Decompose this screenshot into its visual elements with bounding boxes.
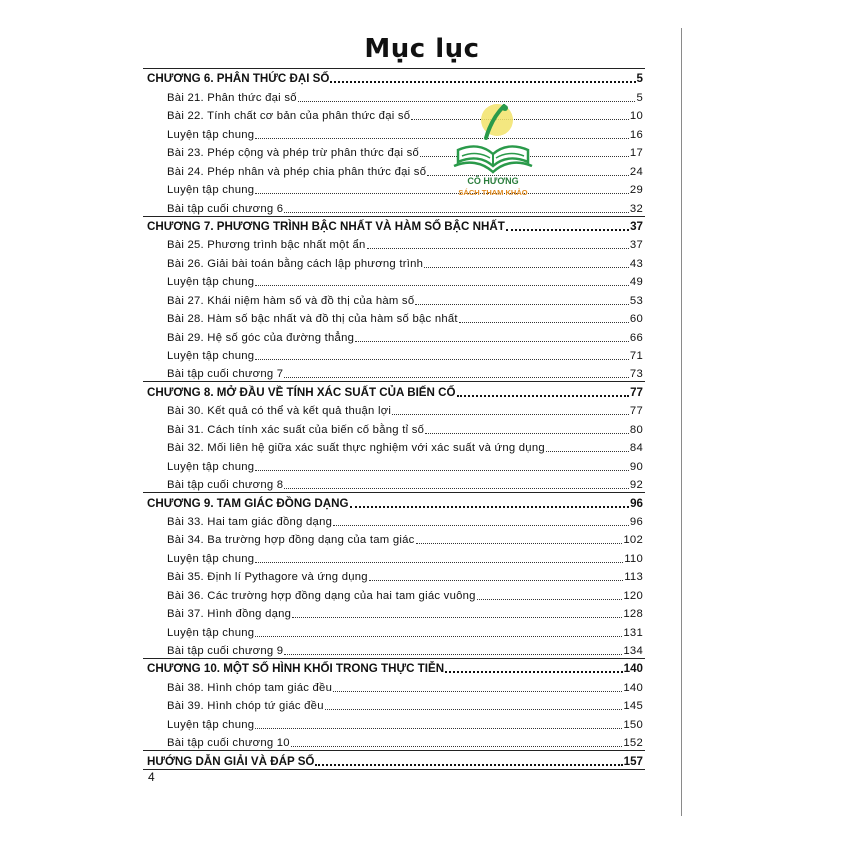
toc-page-number: 134: [623, 645, 643, 657]
toc-chapter-row: [143, 68, 645, 86]
watermark-text-secondary: SÁCH THAM KHẢO: [458, 188, 528, 197]
toc-page-number: 29: [629, 184, 643, 197]
toc-entry-label: Bài 24. Phép nhân và phép chia phân thức đại số: [167, 165, 427, 178]
toc-page-number: 90: [629, 460, 643, 473]
toc-entry-row: [143, 474, 645, 492]
toc-entry-label: Luyện tập chung: [167, 276, 255, 289]
dot-leader: [546, 450, 629, 452]
toc-chapter-row: [143, 658, 645, 676]
watermark-logo: [452, 100, 534, 208]
toc-page-number: 16: [629, 128, 643, 141]
toc-page-number: 145: [623, 700, 643, 713]
toc-page-number: 120: [623, 589, 643, 602]
dot-leader: [325, 708, 623, 710]
toc-entry-row: [143, 326, 645, 344]
toc-page-number: 150: [623, 718, 643, 731]
toc-entry-row: [143, 676, 645, 694]
book-logo-icon: [452, 100, 534, 176]
dot-leader: [506, 228, 629, 231]
toc-page-number: 96: [629, 515, 643, 528]
dot-leader: [255, 284, 629, 286]
toc-entry-label: Bài 31. Cách tính xác suất của biến cố bằng tỉ số: [167, 423, 425, 436]
toc-entry-label: HƯỚNG DẪN GIẢI VÀ ĐÁP SỐ: [147, 754, 315, 768]
toc-page-number: 131: [623, 626, 643, 639]
toc-page-number: 73: [629, 368, 643, 381]
dot-leader: [333, 524, 629, 526]
dot-leader: [457, 394, 630, 397]
toc-entry-row: [143, 142, 645, 160]
toc-entry-row: [143, 105, 645, 123]
toc-entry-row: [143, 271, 645, 289]
toc-page-number: 96: [630, 496, 643, 510]
toc-entry-row: [143, 160, 645, 178]
page-title: Mục lục: [364, 34, 480, 64]
toc-entry-label: CHƯƠNG 9. TAM GIÁC ĐỒNG DẠNG: [147, 496, 349, 510]
toc-entry-row: [143, 437, 645, 455]
toc-page-number: 71: [629, 350, 643, 362]
toc-page-number: 152: [623, 737, 643, 750]
toc-page-number: 10: [629, 110, 643, 123]
toc-entry-label: CHƯƠNG 10. MỘT SỐ HÌNH KHỐI TRONG THỰC TIỄN: [147, 662, 445, 676]
dot-leader: [255, 358, 629, 360]
toc-entry-label: Bài tập cuối chương 6: [167, 202, 284, 215]
toc-entry-row: [143, 713, 645, 731]
toc-page-number: 92: [629, 479, 643, 492]
dot-leader: [477, 598, 623, 600]
dot-leader: [369, 579, 623, 581]
toc-entry-row: [143, 584, 645, 602]
dot-leader: [255, 635, 622, 637]
toc-entry-label: Bài 37. Hình đồng dạng: [167, 608, 292, 621]
dot-leader: [255, 561, 623, 563]
toc-entry-label: Luyện tập chung: [167, 350, 255, 362]
page-edge-line: [681, 28, 682, 816]
toc-entry-label: Bài 39. Hình chóp tứ giác đều: [167, 700, 324, 713]
toc-entry-row: [143, 529, 645, 547]
toc-entry-label: CHƯƠNG 6. PHÂN THỨC ĐẠI SỐ: [147, 72, 330, 86]
toc-entry-row: [143, 363, 645, 381]
toc-entry-label: Bài 33. Hai tam giác đồng dạng: [167, 515, 333, 528]
toc-entry-label: Bài 28. Hàm số bậc nhất và đồ thị của hàm số bậc nhất: [167, 313, 458, 326]
toc-entry-row: [143, 695, 645, 713]
toc-page-number: 49: [629, 276, 643, 289]
toc-entry-row: [143, 603, 645, 621]
toc-entry-label: Bài 21. Phân thức đại số: [167, 91, 297, 104]
toc-page-number: 77: [629, 405, 643, 418]
dot-leader: [425, 432, 629, 434]
toc-page-number: 5: [636, 91, 643, 104]
dot-leader: [284, 653, 622, 655]
toc-page-number: 80: [629, 423, 643, 436]
toc-entry-row: [143, 86, 645, 104]
toc-entry-label: Bài 25. Phương trình bậc nhất một ẩn: [167, 239, 366, 252]
toc-entry-label: Bài tập cuối chương 10: [167, 737, 290, 750]
toc-page-number: 102: [623, 534, 643, 547]
table-of-contents: [143, 68, 645, 770]
dot-leader: [292, 616, 622, 618]
toc-entry-row: [143, 197, 645, 215]
dot-leader: [255, 137, 629, 139]
dot-leader: [284, 376, 629, 378]
toc-entry-label: Bài 26. Giải bài toán bằng cách lập phương trình: [167, 257, 424, 270]
dot-leader: [392, 413, 629, 415]
toc-page-number: 66: [629, 331, 643, 344]
toc-page-number: 17: [629, 147, 643, 160]
toc-entry-row: [143, 640, 645, 658]
toc-page-number: 37: [630, 219, 643, 233]
toc-entry-row: [143, 289, 645, 307]
toc-chapter-row: [143, 216, 645, 234]
dot-leader: [255, 192, 629, 194]
toc-entry-label: Bài 22. Tính chất cơ bản của phân thức đại số: [167, 110, 411, 123]
page-number: 4: [148, 770, 155, 784]
toc-page-number: 84: [629, 442, 643, 455]
dot-leader: [367, 247, 629, 249]
toc-entry-row: [143, 621, 645, 639]
toc-entry-label: Bài 35. Định lí Pythagore và ứng dụng: [167, 571, 368, 584]
dot-leader: [284, 487, 629, 489]
dot-leader: [291, 745, 623, 747]
dot-leader: [255, 727, 622, 729]
toc-page-number: 140: [623, 681, 643, 694]
toc-entry-row: [143, 179, 645, 197]
toc-entry-label: Bài 30. Kết quả có thể và kết quả thuận lợi: [167, 405, 392, 418]
toc-entry-label: Bài 29. Hệ số góc của đường thẳng: [167, 331, 355, 344]
dot-leader: [416, 542, 623, 544]
dot-leader: [330, 80, 635, 83]
toc-entry-label: Bài tập cuối chương 7: [167, 368, 284, 381]
dot-leader: [424, 266, 629, 268]
toc-entry-row: [143, 234, 645, 252]
toc-entry-row: [143, 308, 645, 326]
toc-entry-row: [143, 400, 645, 418]
toc-page-number: 60: [629, 313, 643, 326]
toc-entry-label: CHƯƠNG 7. PHƯƠNG TRÌNH BẬC NHẤT VÀ HÀM SỐ BẬC NHẤT: [147, 219, 505, 233]
toc-entry-row: [143, 566, 645, 584]
toc-entry-label: Bài tập cuối chương 9: [167, 645, 284, 657]
dot-leader: [415, 303, 629, 305]
toc-entry-row: [143, 547, 645, 565]
toc-entry-row: [143, 455, 645, 473]
toc-page-number: 110: [624, 552, 643, 565]
toc-entry-label: Bài 32. Mối liên hệ giữa xác suất thực nghiệm với xác suất và ứng dụng: [167, 442, 545, 455]
watermark-text-primary: CÔ HƯƠNG: [467, 176, 519, 186]
toc-page-number: 128: [623, 608, 643, 621]
toc-entry-label: CHƯƠNG 8. MỞ ĐẦU VỀ TÍNH XÁC SUẤT CỦA BIẾN CỐ: [147, 385, 456, 399]
dot-leader: [445, 670, 623, 673]
toc-entry-label: Luyện tập chung: [167, 718, 255, 731]
toc-page-number: 157: [623, 754, 643, 768]
toc-entry-label: Luyện tập chung: [167, 626, 255, 639]
toc-entry-row: [143, 345, 645, 363]
toc-page-number: 113: [624, 571, 643, 584]
toc-entry-row: [143, 123, 645, 141]
dot-leader: [284, 211, 629, 213]
toc-entry-row: [143, 732, 645, 750]
toc-page-number: 77: [630, 385, 643, 399]
toc-entry-label: Bài 38. Hình chóp tam giác đều: [167, 681, 333, 694]
toc-entry-label: Luyện tập chung: [167, 128, 255, 141]
toc-chapter-row: [143, 381, 645, 399]
dot-leader: [333, 690, 622, 692]
dot-leader: [350, 505, 630, 508]
toc-page-number: 37: [629, 239, 643, 252]
toc-entry-row: [143, 418, 645, 436]
toc-entry-label: Bài 23. Phép cộng và phép trừ phân thức đại số: [167, 147, 420, 160]
dot-leader: [355, 340, 629, 342]
dot-leader: [255, 469, 629, 471]
toc-entry-label: Luyện tập chung: [167, 552, 255, 565]
toc-chapter-row: [143, 750, 645, 768]
toc-entry-label: Bài tập cuối chương 8: [167, 479, 284, 492]
toc-page-number: 32: [629, 202, 643, 215]
dot-leader: [315, 763, 622, 766]
toc-chapter-row: [143, 492, 645, 510]
dot-leader: [459, 321, 629, 323]
toc-page-number: 24: [629, 165, 643, 178]
toc-entry-row: [143, 252, 645, 270]
toc-entry-label: Bài 27. Khái niệm hàm số và đồ thị của hàm số: [167, 294, 415, 307]
toc-entry-label: Luyện tập chung: [167, 460, 255, 473]
toc-page-number: 43: [629, 257, 643, 270]
toc-page-number: 5: [636, 72, 643, 86]
toc-page-number: 53: [629, 294, 643, 307]
toc-page-number: 140: [623, 662, 643, 676]
toc-entry-label: Luyện tập chung: [167, 184, 255, 197]
toc-entry-label: Bài 36. Các trường hợp đồng dạng của hai tam giác vuông: [167, 589, 476, 602]
toc-entry-label: Bài 34. Ba trường hợp đồng dạng của tam giác: [167, 534, 415, 547]
toc-entry-row: [143, 511, 645, 529]
